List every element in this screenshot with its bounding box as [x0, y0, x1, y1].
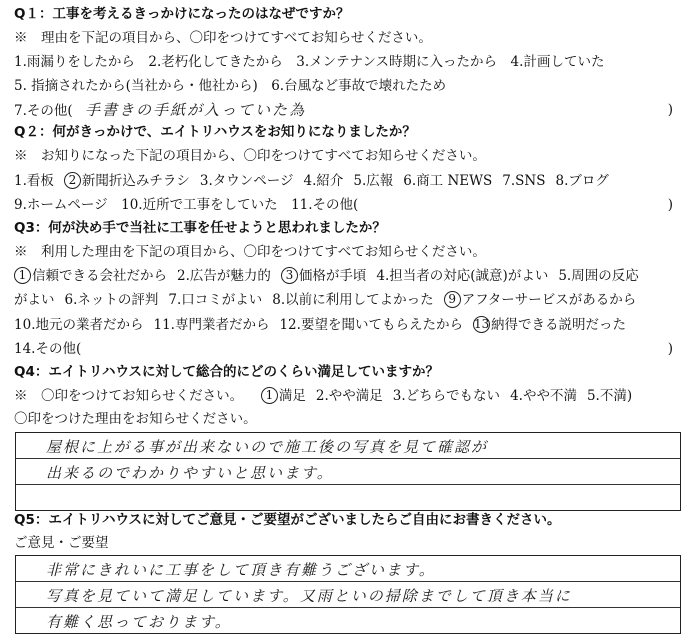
q4-reason-line-3	[16, 485, 680, 510]
option-label: 不満)	[599, 388, 633, 404]
q1-options-line1: 1.雨漏りをしたから 2.老朽化してきたから 3.メンテナンス時期に入ったから 4.計画していた	[14, 54, 605, 70]
q4-reason-label: 〇印をつけた理由をお知らせください。	[14, 411, 257, 427]
option-number-5: 5	[353, 173, 362, 189]
circled-mark-9: 9	[444, 291, 461, 308]
q3-option-9	[444, 292, 637, 308]
q3-option-10: 10.地元の業者だから	[14, 317, 144, 333]
q5-comment-text-2: 写真を見ていて満足しています。又雨といの掃除までして頂き本当に	[46, 587, 572, 605]
option-number-1: 1	[14, 173, 23, 189]
option-label: 紹介	[316, 173, 344, 189]
option-number-4: 4	[510, 388, 519, 404]
option-label: 以前に利用してよかった	[285, 292, 434, 308]
q5-comment-line-3	[16, 608, 680, 633]
q2-option-4: 4.紹介	[303, 173, 344, 189]
option-number-7: 7	[502, 173, 511, 189]
option-label: 周囲の反応	[571, 268, 639, 284]
q2-options-line1	[14, 173, 689, 190]
option-number-2: 2	[177, 268, 186, 284]
q3-title: Q3：何が決め手で当社に工事を任せようと思われましたか？	[14, 220, 386, 236]
q3-option-11: 11.専門業者だから	[153, 317, 270, 333]
option-number-6: 6	[64, 292, 74, 308]
option-label: タウンページ	[212, 173, 294, 189]
option-label: 広告が魅力的	[189, 268, 271, 284]
q5-title: Q5：エイトリハウスに対してご意見・ご要望がございましたらご自由にお書きください。	[14, 512, 561, 528]
q3-options-line3	[14, 317, 689, 334]
q4-options	[247, 388, 642, 404]
q4-reason-line-2	[16, 459, 680, 485]
option-label: 地元の業者だから	[35, 317, 144, 333]
option-number-7: 7	[168, 292, 177, 308]
option-number-3: 3	[199, 173, 209, 189]
circled-mark-1: 1	[14, 267, 31, 284]
q1-options-line2: 5. 指摘されたから(当社から・他社から) 6.台風など事故で壊れたため	[14, 78, 447, 94]
q4-option-4: 4.やや不満	[510, 388, 577, 404]
q4-reason-text-2: 出来るのでわかりやすいと思います。	[46, 464, 334, 482]
q2-option-2	[64, 173, 190, 189]
q2-options-line2-row	[14, 197, 689, 214]
q2-other-close: )	[667, 197, 673, 213]
option-label: やや不満	[522, 388, 577, 404]
option-label: 要望を聞いてもらえたから	[300, 317, 463, 333]
q3-option-8: 8.以前に利用してよかった	[272, 292, 434, 308]
q4-option-1	[261, 388, 306, 404]
q3-option-3	[281, 268, 367, 284]
option-number-2: 2	[315, 388, 325, 404]
option-number-8: 8	[555, 173, 565, 189]
q2-option-1: 1.看板	[14, 173, 54, 189]
option-label: 看板	[26, 173, 54, 189]
option-number-4: 4	[303, 173, 313, 189]
option-number-11: 11	[153, 317, 171, 333]
q3-note: ※ 利用した理由を下記の項目から、〇印をつけてすべてお知らせください。	[14, 244, 486, 260]
q3-option-12: 12.要望を聞いてもらえたから	[279, 317, 463, 333]
q4-title: Q4：エイトリハウスに対して総合的にどのくらい満足していますか？	[14, 364, 440, 380]
option-label: 口コミがよい	[181, 292, 263, 308]
q3-option-5: 5.周囲の反応	[558, 268, 639, 284]
q5-comment-line-1	[16, 556, 680, 582]
q3-other-row	[14, 341, 689, 358]
q2-option-8: 8.ブログ	[555, 173, 609, 189]
q3-option-1	[14, 268, 167, 284]
circled-mark-13: 13	[473, 317, 490, 331]
q1-title: Q１：工事を考えるきっかけになったのはなぜですか？	[14, 6, 350, 22]
circled-mark-3: 3	[281, 267, 298, 284]
q2-option-7: 7.SNS	[502, 173, 546, 189]
option-label: 担当者の対応(誠意)がよい	[389, 268, 549, 284]
option-label: どちらでもない	[405, 388, 501, 404]
q3-option-6: 6.ネットの評判	[64, 292, 159, 308]
option-label: 広報	[366, 173, 394, 189]
q2-title: Q２：何がきっかけで、エイトリハウスをお知りになりましたか？	[14, 124, 416, 140]
q3-option-2: 2.広告が魅力的	[177, 268, 271, 284]
q5-comment-line-2	[16, 582, 680, 608]
q2-options-line2: 9.ホームページ 10.近所で工事をしていた 11.その他(	[14, 197, 359, 213]
option-number-5: 5	[586, 388, 596, 404]
option-number-3: 3	[392, 388, 402, 404]
option-number-6: 6	[403, 173, 412, 189]
q4-option-5: 5.不満)	[586, 388, 633, 404]
q2-option-3: 3.タウンページ	[199, 173, 294, 189]
q1-other-label: 7.その他(	[14, 103, 73, 119]
option-label: 商工 NEWS	[416, 173, 493, 189]
q4-note: ※ 〇印をつけてお知らせください。	[14, 388, 244, 404]
option-label: がよい	[14, 292, 55, 308]
q4-reason-box	[15, 432, 681, 511]
q5-comment-text-1: 非常にきれいに工事をして頂き有難うございます。	[46, 561, 436, 579]
option-label: 満足	[278, 388, 306, 404]
option-number-12: 12	[279, 317, 297, 333]
option-label: アフターサービスがあるから	[461, 292, 637, 308]
q4-reason-text-1: 屋根に上がる事が出来ないので施工後の写真を見て確認が	[46, 438, 489, 456]
option-label: ブログ	[568, 173, 609, 189]
option-label: やや満足	[328, 388, 383, 404]
option-number-5: 5	[558, 268, 567, 284]
q3-options-line2	[14, 292, 689, 309]
option-label: 専門業者だから	[174, 317, 270, 333]
q5-comment-text-3: 有難く思っております。	[46, 613, 232, 631]
option-label: 価格が手頃	[298, 268, 367, 284]
option-number-10: 10	[14, 317, 32, 333]
option-label: ネットの評判	[77, 292, 159, 308]
q4-option-3: 3.どちらでもない	[392, 388, 501, 404]
option-label: 納得できる説明だった	[490, 317, 626, 333]
option-label: 信頼できる会社だから	[32, 268, 167, 284]
q3-other-label: 14.その他(	[14, 341, 82, 357]
q4-options-row	[14, 388, 689, 405]
q5-label: ご意見・ご要望	[14, 535, 109, 551]
q4-option-2: 2.やや満足	[315, 388, 383, 404]
q3-option-cont	[14, 292, 55, 308]
q3-options-line1	[14, 268, 689, 285]
q4-reason-line-1	[16, 433, 680, 459]
q5-comment-box	[15, 555, 681, 634]
option-number-8: 8	[272, 292, 281, 308]
q1-other-close: )	[667, 102, 673, 118]
q3-option-4: 4.担当者の対応(誠意)がよい	[376, 268, 549, 284]
option-number-4: 4	[376, 268, 385, 284]
option-label: SNS	[515, 173, 546, 189]
circled-mark-2: 2	[64, 172, 81, 189]
q1-other-handwriting: 手書きの手紙が入っていた為	[84, 101, 306, 119]
option-label: 新聞折込みチラシ	[81, 173, 190, 189]
circled-mark-1: 1	[261, 387, 278, 404]
q2-note: ※ お知りになった下記の項目から、〇印をつけてすべてお知らせください。	[14, 148, 486, 164]
q3-option-13	[473, 317, 626, 333]
q3-option-7: 7.口コミがよい	[168, 292, 263, 308]
q3-other-close: )	[667, 341, 673, 357]
q1-note: ※ 理由を下記の項目から、〇印をつけてすべてお知らせください。	[14, 30, 432, 46]
q1-other-row	[14, 102, 689, 120]
q2-option-5: 5.広報	[353, 173, 394, 189]
q2-option-6: 6.商工 NEWS	[403, 173, 493, 189]
